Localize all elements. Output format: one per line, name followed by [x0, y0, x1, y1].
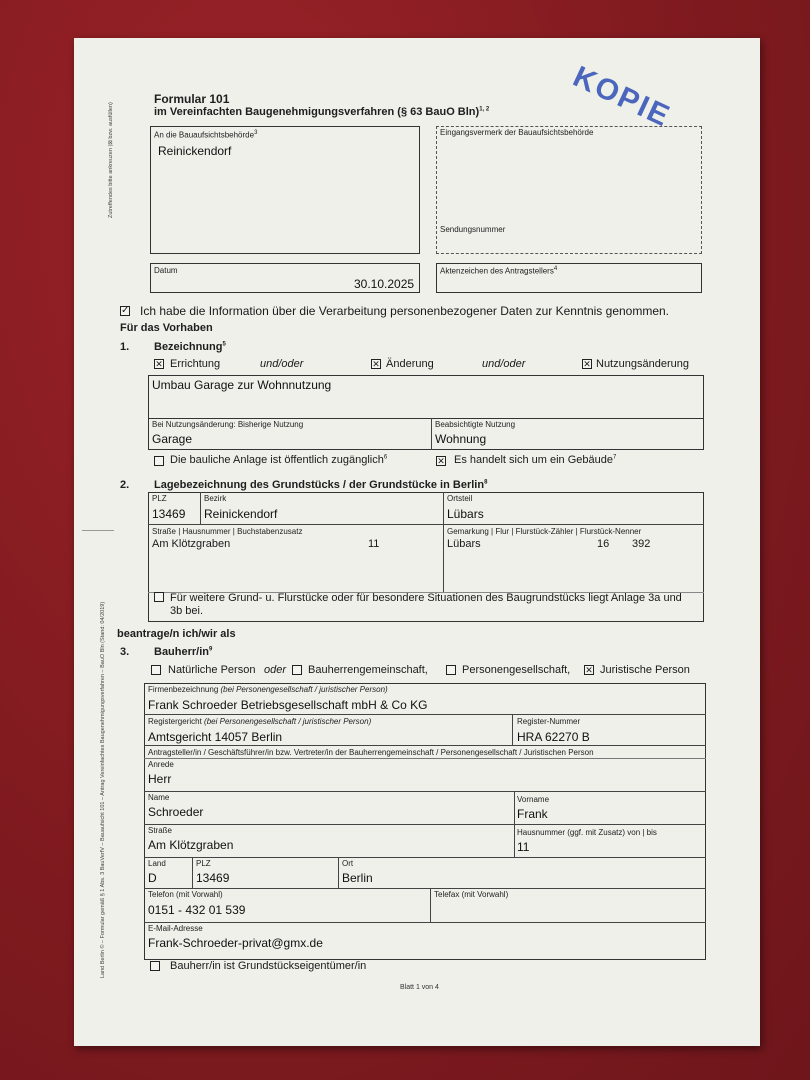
- legal-person-label: Juristische Person: [600, 664, 690, 676]
- country-value[interactable]: D: [148, 871, 157, 885]
- site-plz[interactable]: 13469: [152, 507, 186, 521]
- project-heading: Für das Vorhaben: [120, 322, 213, 334]
- prev-use-label: Bei Nutzungsänderung: Bisherige Nutzung: [152, 420, 304, 429]
- building-checkbox[interactable]: [436, 456, 446, 466]
- privacy-checkbox[interactable]: [120, 306, 130, 316]
- form-subtitle: im Vereinfachten Baugenehmigungsverfahren (§ 63 BauO Bln)$^{1, 2}$: [154, 106, 490, 118]
- site-locality[interactable]: Lübars: [447, 507, 484, 521]
- email-label: E-Mail-Adresse: [148, 924, 203, 933]
- site-house-no[interactable]: 11: [368, 538, 380, 550]
- company-value[interactable]: Frank Schroeder Betriebsgesellschaft mbH & Co KG: [148, 698, 428, 712]
- section-3-title: Bauherr/$in^9$: [154, 646, 213, 658]
- houseno-label: Hausnummer (ggf. mit Zusatz) von | bis: [517, 828, 657, 837]
- site-flur[interactable]: 16: [597, 538, 610, 550]
- nutzungsaenderung-checkbox[interactable]: [582, 359, 592, 369]
- aenderung-checkbox[interactable]: [371, 359, 381, 369]
- site-locality-label: Ortsteil: [447, 494, 473, 503]
- country-label: Land: [148, 859, 166, 868]
- plz-value[interactable]: 13469: [196, 871, 230, 885]
- firstname-value[interactable]: Frank: [517, 807, 548, 821]
- site-district-label: Bezirk: [204, 494, 227, 503]
- more-parcels-text-2: 3b bei.: [170, 605, 204, 617]
- side-note-top: Zutreffendes bitte ankreuzen (⊠ bzw. ausfüllen): [108, 102, 114, 218]
- new-use-label: Beabsichtigte Nutzung: [435, 420, 516, 429]
- side-note-bottom: Land Berlin © – Formular gemäß § 1 Abs. 3 BauVerfV – Bauaufsicht 101 – Antrag Vereinfachtes Baugenehmigungsverfahren – BauO Bln (Stand: 04/2019): [100, 601, 106, 978]
- section-3-num: 3.: [120, 646, 130, 658]
- regno-value[interactable]: HRA 62270 B: [517, 730, 590, 744]
- errichtung-checkbox[interactable]: [154, 359, 164, 369]
- more-parcels-text-1: Für weitere Grund- u. Flurstücke oder für besondere Situationen des Baugrundstücks liegt Anlage 3a und: [170, 592, 682, 604]
- phone-value[interactable]: 0151 - 432 01 539: [148, 903, 246, 917]
- aenderung-label: Änderung: [386, 358, 434, 370]
- regno-label: Register-Nummer: [517, 717, 581, 726]
- page-number: Blatt 1 von 4: [400, 984, 439, 991]
- andor-2: und/oder: [482, 358, 526, 370]
- new-use-value[interactable]: Wohnung: [435, 432, 487, 446]
- owner-checkbox[interactable]: [150, 961, 160, 971]
- site-zaehler[interactable]: 392: [632, 538, 651, 550]
- form-sheet: [74, 38, 760, 1046]
- building-label: Es handelt sich um ein Gebäude$^7$: [454, 454, 617, 466]
- owner-label: Bauherr/in ist Grundstückseigentümer/in: [170, 960, 367, 972]
- court-value[interactable]: Amtsgericht 14057 Berlin: [148, 730, 283, 744]
- more-parcels-checkbox[interactable]: [154, 592, 164, 602]
- partnership-label: Personengesellschaft,: [462, 664, 571, 676]
- natural-person-checkbox[interactable]: [151, 665, 161, 675]
- name-value[interactable]: Schroeder: [148, 805, 204, 819]
- authority-label: An die Bauaufsichtsbehörde$^3$: [154, 130, 258, 140]
- section-2-title: Lagebezeichnung des Grundstücks / der Grundstücke in Berlin$^8$: [154, 479, 488, 491]
- privacy-text: Ich habe die Information über die Verarbeitung personenbezogener Daten zur Kenntnis genommen.: [140, 304, 670, 318]
- site-street[interactable]: Am Klötzgraben: [152, 538, 231, 550]
- apply-heading: beantrage/n ich/wir als: [117, 628, 236, 640]
- site-gemarkung[interactable]: Lübars: [447, 538, 481, 550]
- kopie-stamp: KOPIE: [568, 60, 676, 134]
- oder-label: oder: [264, 664, 287, 676]
- site-street-label: Straße | Hausnummer | Buchstabenzusatz: [152, 527, 303, 536]
- public-access-label: Die bauliche Anlage ist öffentlich zugänglich$^6$: [170, 454, 388, 466]
- file-ref-label: Aktenzeichen des Antragstellers$^4$: [440, 266, 558, 276]
- street-value[interactable]: Am Klötzgraben: [148, 838, 234, 852]
- andor-1: und/oder: [260, 358, 304, 370]
- company-label: Firmenbezeichnung (bei Personengesellschaft / juristischer Person): [148, 685, 388, 694]
- houseno-value[interactable]: 11: [517, 840, 530, 854]
- form-title: Formular 101: [154, 92, 230, 106]
- authority-value: Reinickendorf: [158, 144, 232, 158]
- errichtung-label: Errichtung: [170, 358, 221, 370]
- street-label: Straße: [148, 826, 173, 835]
- court-label: Registergericht (bei Personengesellschaft / juristischer Person): [148, 717, 372, 726]
- site-parcel-label: Gemarkung | Flur | Flurstück-Zähler | Flurstück-Nenner: [447, 527, 642, 536]
- section-1-num: 1.: [120, 341, 130, 353]
- prev-use-value[interactable]: Garage: [152, 432, 193, 446]
- nutzungsaenderung-label: Nutzungsänderung: [596, 358, 689, 370]
- city-value[interactable]: Berlin: [342, 871, 373, 885]
- community-label: Bauherrengemeinschaft,: [308, 664, 428, 676]
- community-checkbox[interactable]: [292, 665, 302, 675]
- city-label: Ort: [342, 859, 354, 868]
- natural-person-label: Natürliche Person: [168, 664, 256, 676]
- date-label: Datum: [154, 266, 178, 275]
- email-value[interactable]: Frank-Schroeder-privat@gmx.de: [148, 936, 323, 950]
- site-district[interactable]: Reinickendorf: [204, 507, 278, 521]
- salutation-label: Anrede: [148, 760, 174, 769]
- legal-person-checkbox[interactable]: [584, 665, 594, 675]
- partnership-checkbox[interactable]: [446, 665, 456, 675]
- name-label: Name: [148, 793, 170, 802]
- section-2-num: 2.: [120, 479, 130, 491]
- plz-label: PLZ: [196, 859, 211, 868]
- project-description: Umbau Garage zur Wohnnutzung: [152, 378, 332, 392]
- phone-label: Telefon (mit Vorwahl): [148, 890, 223, 899]
- section-1-title: Bezeichnung$^5$: [154, 341, 226, 353]
- receipt-box: [436, 126, 702, 254]
- site-plz-label: PLZ: [152, 494, 167, 503]
- fax-label: Telefax (mit Vorwahl): [434, 890, 509, 899]
- date-value: 30.10.2025: [354, 277, 415, 291]
- shipment-label: Sendungsnummer: [440, 225, 506, 234]
- receipt-label: Eingangsvermerk der Bauaufsichtsbehörde: [440, 128, 594, 137]
- salutation-value[interactable]: Herr: [148, 772, 172, 786]
- public-access-checkbox[interactable]: [154, 456, 164, 466]
- representative-label: Antragsteller/in / Geschäftsführer/in bzw. Vertreter/in der Bauherrengemeinschaft / Personengesellschaft / Juristischen Person: [148, 748, 594, 757]
- firstname-label: Vorname: [517, 795, 550, 804]
